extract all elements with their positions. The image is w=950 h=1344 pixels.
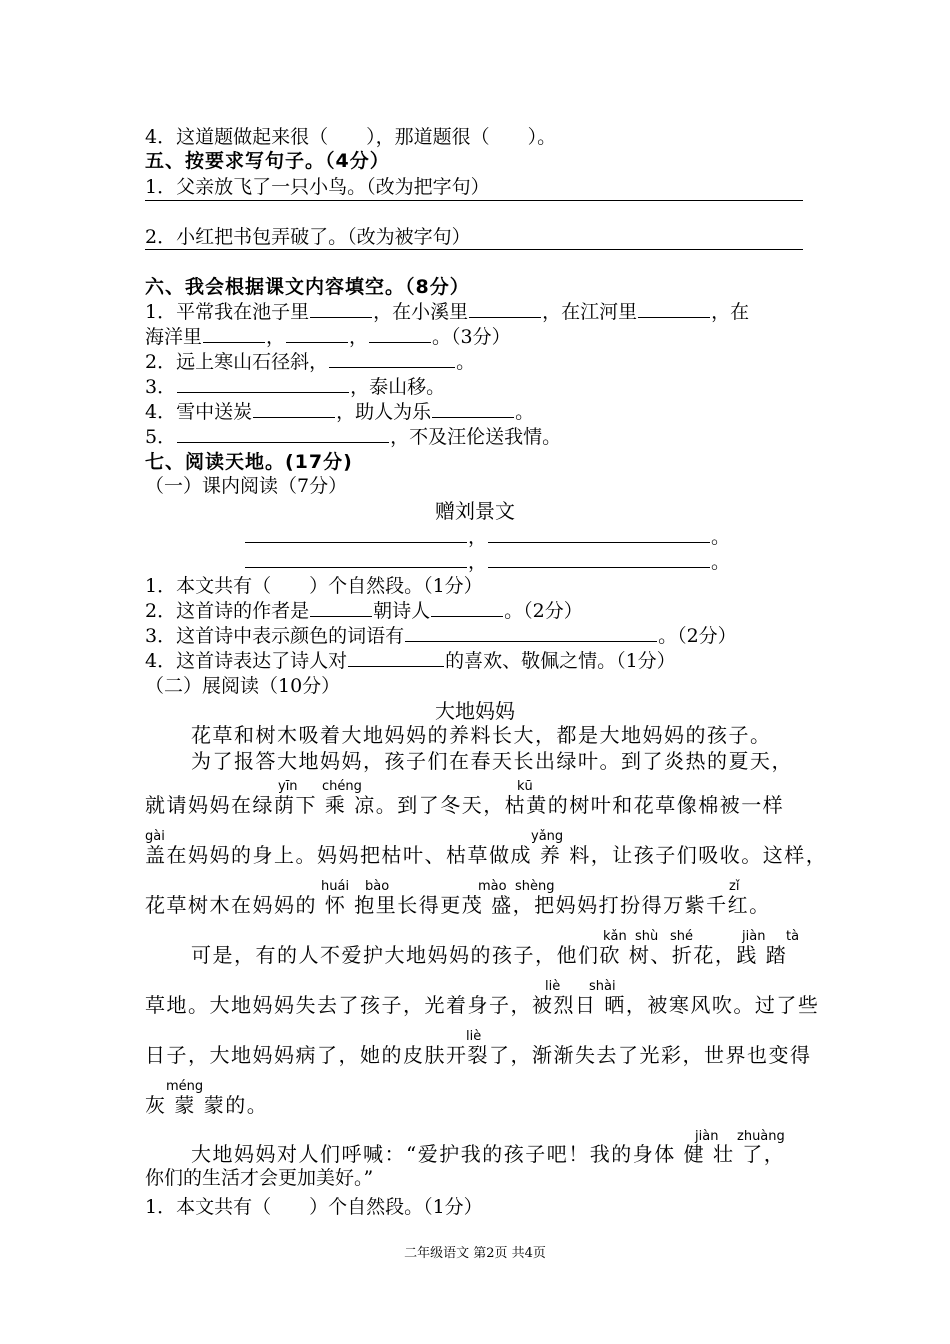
pinyin-annotation: yǎng: [531, 829, 564, 844]
pinyin-annotation: gài: [145, 829, 165, 844]
pinyin-annotation: chéng: [322, 779, 362, 794]
pinyin-annotation: mào: [478, 879, 507, 894]
page-footer: 二年级语文 第2页 共4页: [404, 1246, 546, 1261]
passage-paragraph-2-line-3: 盖在妈妈的身上。妈妈把枯叶、枯草做成 养 料，让孩子们吸收。这样，: [145, 843, 828, 867]
answer-line-2[interactable]: [145, 249, 803, 250]
pinyin-annotation: zǐ: [729, 879, 740, 894]
pinyin-annotation: zhuàng: [737, 1129, 785, 1144]
fill-blank[interactable]: [405, 623, 657, 642]
pinyin-annotation: liè: [466, 1029, 482, 1044]
passage-paragraph-2-line-4: 花草树木在妈妈的 怀 抱里长得更茂 盛，把妈妈打扮得万紫千红。: [145, 893, 771, 917]
section-7-heading: 七、阅读天地。(17分): [145, 451, 353, 473]
passage-paragraph-3-line-4: 灰 蒙 蒙的。: [145, 1093, 269, 1117]
pinyin-annotation: kū: [517, 779, 533, 794]
fill-blank[interactable]: [488, 549, 710, 568]
sec6-question-5: 5． ，不及汪伦送我情。: [145, 426, 562, 448]
question-4-antonyms: 4．这道题做起来很（ ），那道题很（ ）。: [145, 126, 557, 148]
fill-blank[interactable]: [245, 549, 467, 568]
sec6-question-3: 3． ，泰山移。: [145, 376, 446, 398]
fill-blank[interactable]: [203, 324, 265, 343]
pinyin-annotation: jiàn: [695, 1129, 719, 1144]
sec7-question-1: 1．本文共有（ ）个自然段。（1分）: [145, 575, 483, 597]
poem-line-1: ， 。: [244, 524, 730, 550]
pinyin-annotation: shài: [589, 979, 616, 994]
part-2-heading: （二）展阅读（10分）: [145, 675, 341, 697]
sec6-question-4: 4．雪中送炭 ，助人为乐 。: [145, 401, 535, 423]
sec6-question-1-line2: 海洋里 ， ， 。（3分）: [145, 326, 511, 348]
sec6-question-1-line1: 1．平常我在池子里 ，在小溪里 ，在江河里 ，在: [145, 301, 750, 323]
passage-paragraph-3-line-1: 可是，有的人不爱护大地妈妈的孩子，他们砍 树、折花，践 踏: [191, 943, 788, 967]
pinyin-annotation: shé: [670, 929, 694, 944]
fill-blank[interactable]: [329, 349, 455, 368]
pinyin-annotation: liè: [545, 979, 561, 994]
fill-blank[interactable]: [469, 299, 541, 318]
passage-paragraph-2-line-2: 就请妈妈在绿荫下 乘 凉。到了冬天，枯黄的树叶和花草像棉被一样: [145, 793, 785, 817]
pinyin-annotation: bào: [365, 879, 390, 894]
pinyin-annotation: kǎn: [603, 929, 627, 944]
sec7-question-2: 2．这首诗的作者是 朝诗人 。（2分）: [145, 600, 583, 622]
poem-title: 赠刘景文: [435, 499, 515, 523]
fill-blank[interactable]: [253, 399, 335, 418]
pinyin-annotation: jiàn: [742, 929, 766, 944]
pinyin-annotation: méng: [166, 1079, 204, 1094]
section-5-heading: 五、按要求写句子。（4分）: [145, 150, 390, 172]
passage-question-1: 1．本文共有（ ）个自然段。（1分）: [145, 1196, 483, 1218]
sec5-question-1: 1．父亲放飞了一只小鸟。（改为把字句）: [145, 176, 490, 198]
fill-blank[interactable]: [431, 598, 503, 617]
pinyin-annotation: shèng: [515, 879, 555, 894]
pinyin-annotation: yīn: [278, 779, 298, 794]
fill-blank[interactable]: [432, 399, 514, 418]
fill-blank[interactable]: [638, 299, 710, 318]
part-1-heading: （一）课内阅读（7分）: [145, 475, 348, 497]
passage-paragraph-1: 花草和树木吸着大地妈妈的养料长大，都是大地妈妈的孩子。: [191, 723, 772, 747]
fill-blank[interactable]: [348, 648, 444, 667]
sec7-question-4: 4．这首诗表达了诗人对 的喜欢、敬佩之情。（1分）: [145, 650, 676, 672]
pinyin-annotation: huái: [321, 879, 350, 894]
pinyin-annotation: tà: [786, 929, 800, 944]
passage-paragraph-3-line-2: 草地。大地妈妈失去了孩子，光着身子，被烈日 晒，被寒风吹。过了些: [145, 993, 820, 1017]
story-title: 大地妈妈: [435, 699, 515, 723]
fill-blank[interactable]: [286, 324, 348, 343]
passage-paragraph-3-line-3: 日子，大地妈妈病了，她的皮肤开裂了，渐渐失去了光彩，世界也变得: [145, 1043, 812, 1067]
fill-blank[interactable]: [310, 299, 372, 318]
sec6-question-2: 2．远上寒山石径斜， 。: [145, 351, 476, 373]
fill-blank[interactable]: [369, 324, 431, 343]
answer-line-1[interactable]: [145, 200, 803, 201]
fill-blank[interactable]: [177, 424, 389, 443]
sec5-question-2: 2．小红把书包弄破了。（改为被字句）: [145, 226, 471, 248]
poem-line-2: ， 。: [244, 549, 730, 575]
passage-paragraph-4-line-1: 大地妈妈对人们呼喊：“爱护我的孩子吧！我的身体 健 壮 了，: [191, 1142, 786, 1166]
fill-blank[interactable]: [310, 598, 372, 617]
passage-paragraph-2-line-1: 为了报答大地妈妈，孩子们在春天长出绿叶。到了炎热的夏天，: [191, 749, 793, 773]
fill-blank[interactable]: [177, 374, 349, 393]
section-6-heading: 六、我会根据课文内容填空。（8分）: [145, 276, 470, 298]
fill-blank[interactable]: [245, 524, 467, 543]
pinyin-annotation: shù: [635, 929, 659, 944]
fill-blank[interactable]: [488, 524, 710, 543]
sec7-question-3: 3．这首诗中表示颜色的词语有 。（2分）: [145, 625, 737, 647]
passage-paragraph-4-line-2: 你们的生活才会更加美好。”: [145, 1167, 374, 1189]
